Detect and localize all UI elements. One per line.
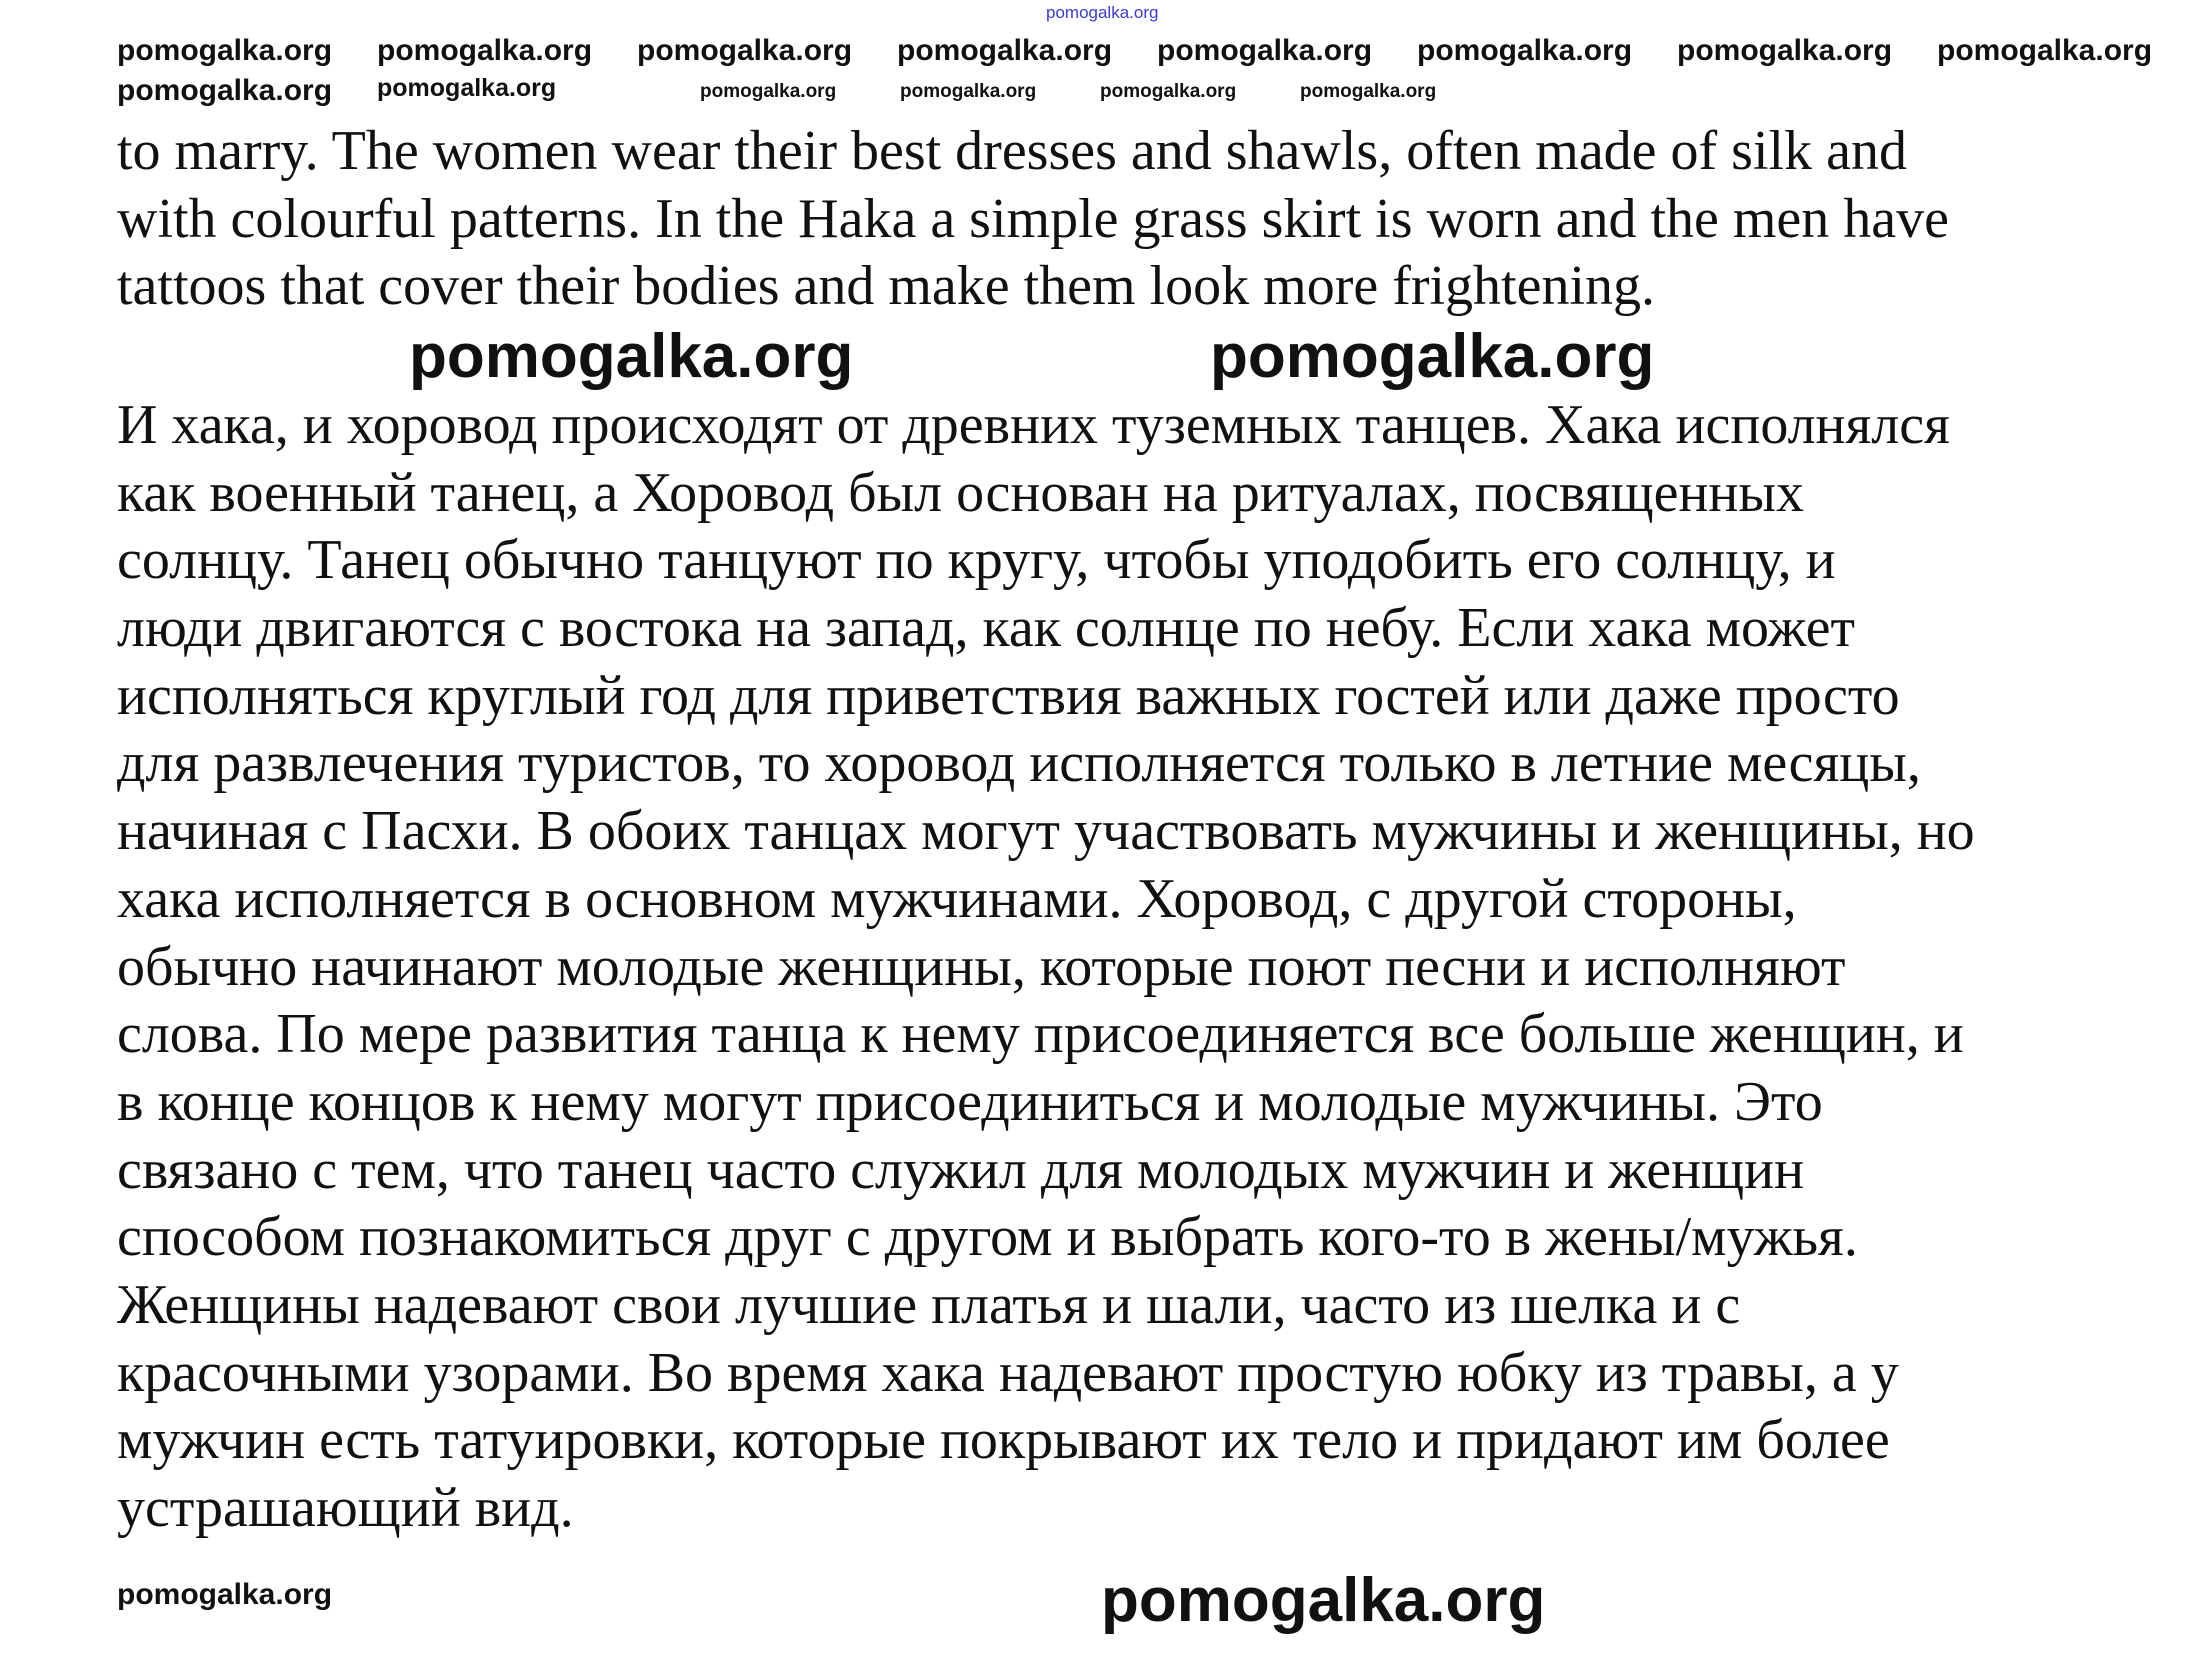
text-line: слова. По мере развития танца к нему присоединяется все больше женщин, и bbox=[117, 1003, 1964, 1066]
text-line: в конце концов к нему могут присоединиться и молодые мужчины. Это bbox=[117, 1070, 1823, 1133]
header-watermark: pomogalka.org bbox=[1046, 3, 1159, 22]
watermark: pomogalka.org bbox=[1100, 81, 1237, 102]
watermark: pomogalka.org bbox=[1300, 81, 1437, 102]
text-line: начиная с Пасхи. В обоих танцах могут участвовать мужчины и женщины, но bbox=[117, 800, 1975, 863]
text-line: устрашающий вид. bbox=[117, 1477, 574, 1539]
watermark: pomogalka.org bbox=[700, 81, 837, 102]
text-line: И хака, и хоровод происходят от древних туземных танцев. Хака исполнялся bbox=[117, 394, 1950, 456]
watermark: pomogalka.org bbox=[377, 74, 557, 102]
watermark: pomogalka.org bbox=[117, 34, 333, 67]
watermark: pomogalka.org bbox=[1210, 322, 1655, 391]
watermark: pomogalka.org bbox=[897, 34, 1113, 67]
watermark: pomogalka.org bbox=[117, 1578, 333, 1611]
text-line: исполняться круглый год для приветствия важных гостей или даже просто bbox=[117, 664, 1900, 727]
watermark: pomogalka.org bbox=[1417, 34, 1633, 67]
watermark: pomogalka.org bbox=[377, 34, 593, 67]
text-line: обычно начинают молодые женщины, которые поют песни и исполняют bbox=[117, 935, 1846, 998]
watermark: pomogalka.org bbox=[1677, 34, 1893, 67]
watermark: pomogalka.org bbox=[409, 322, 854, 391]
text-line: мужчин есть татуировки, которые покрывают их тело и придают им более bbox=[117, 1409, 1890, 1472]
text-line: связано с тем, что танец часто служил для молодых мужчин и женщин bbox=[117, 1138, 1805, 1201]
text-line: хака исполняется в основном мужчинами. Хоровод, с другой стороны, bbox=[117, 867, 1797, 930]
text-line: люди двигаются с востока на запад, как солнце по небу. Если хака может bbox=[117, 597, 1855, 660]
english-paragraph bbox=[117, 118, 1949, 321]
watermark: pomogalka.org bbox=[117, 74, 333, 107]
watermark: pomogalka.org bbox=[637, 34, 853, 67]
text-line: with colourful patterns. In the Haka a simple grass skirt is worn and the men have bbox=[117, 187, 1949, 250]
watermark: pomogalka.org bbox=[900, 81, 1037, 102]
watermark: pomogalka.org bbox=[1101, 1566, 1546, 1635]
text-line: tattoos that cover their bodies and make them look more frightening. bbox=[117, 255, 1656, 318]
watermark: pomogalka.org bbox=[1937, 34, 2153, 67]
watermark: pomogalka.org bbox=[1157, 34, 1373, 67]
text-line: красочными узорами. Во время хака надевают простую юбку из травы, а у bbox=[117, 1341, 1899, 1404]
russian-paragraph bbox=[117, 392, 1975, 1543]
text-line: Женщины надевают свои лучшие платья и шали, часто из шелка и с bbox=[117, 1273, 1741, 1336]
text-line: как военный танец, а Хоровод был основан на ритуалах, посвященных bbox=[117, 461, 1805, 524]
text-line: солнцу. Танец обычно танцуют по кругу, чтобы уподобить его солнцу, и bbox=[117, 529, 1836, 592]
text-line: способом познакомиться друг с другом и выбрать кого-то в жены/мужья. bbox=[117, 1206, 1858, 1269]
text-line: to marry. The women wear their best dresses and shawls, often made of silk and bbox=[117, 120, 1907, 182]
text-line: для развлечения туристов, то хоровод исполняется только в летние месяцы, bbox=[117, 732, 1921, 795]
